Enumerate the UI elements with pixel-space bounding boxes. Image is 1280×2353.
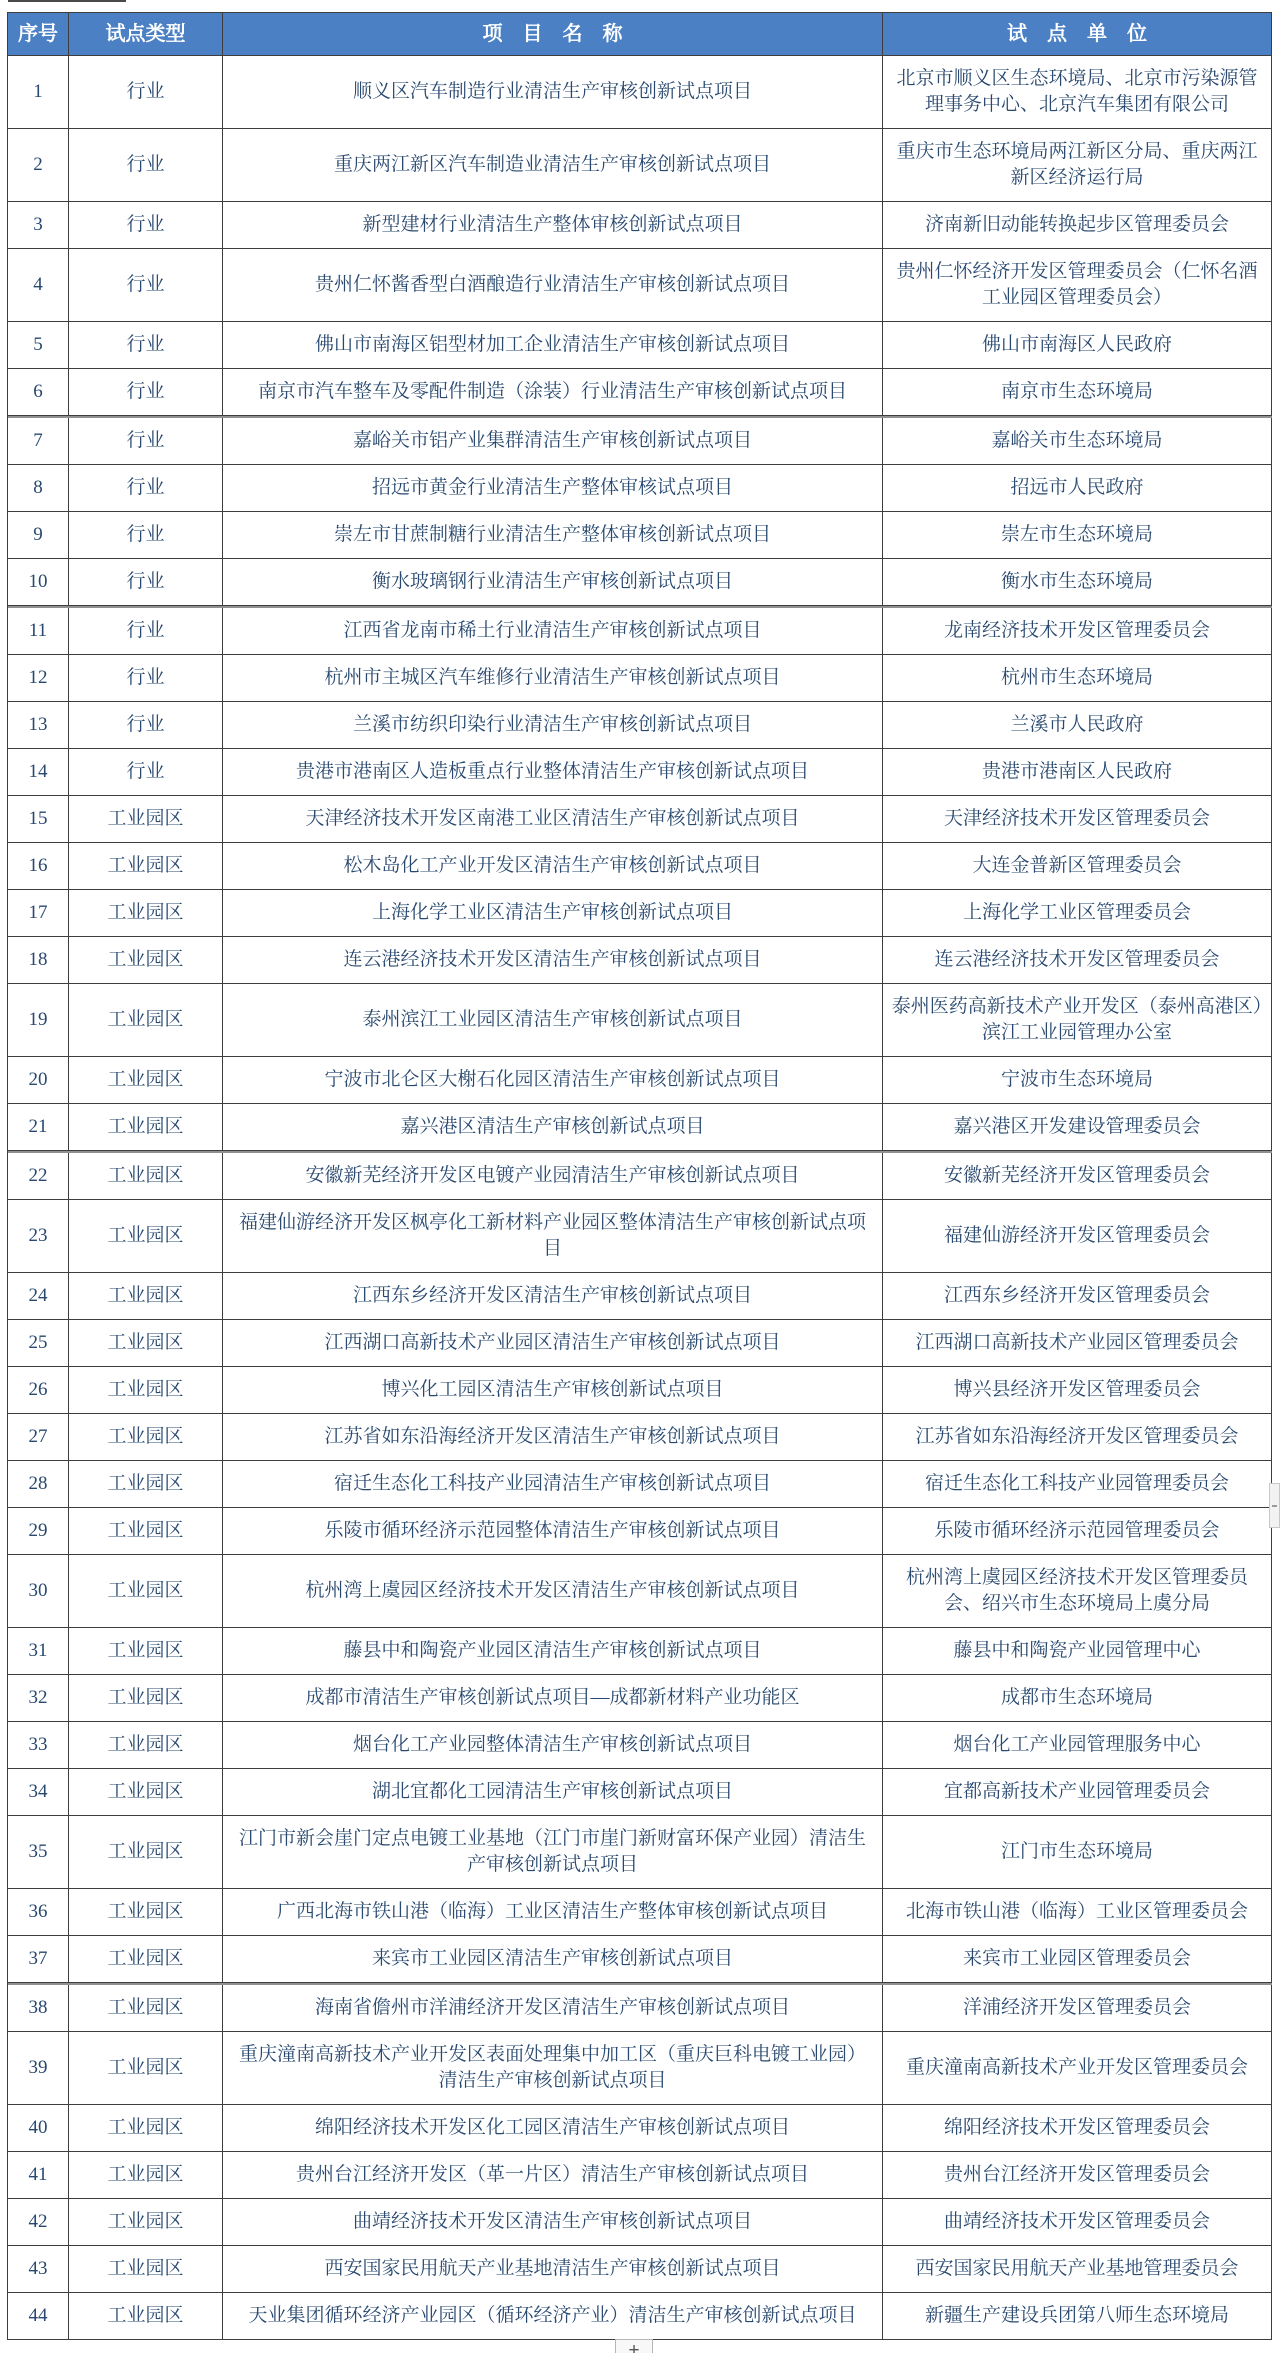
cell-pilot-unit: 江西东乡经济开发区管理委员会 (883, 1273, 1272, 1320)
cell-pilot-type: 行业 (69, 129, 223, 202)
cell-index: 19 (8, 984, 69, 1057)
cell-pilot-unit: 西安国家民用航天产业基地管理委员会 (883, 2246, 1272, 2293)
cell-index: 34 (8, 1769, 69, 1816)
cell-project-name: 烟台化工产业园整体清洁生产审核创新试点项目 (223, 1722, 883, 1769)
cell-project-name: 天业集团循环经济产业园区（循环经济产业）清洁生产审核创新试点项目 (223, 2293, 883, 2340)
table-row (8, 2199, 1272, 2246)
cell-index: 13 (8, 702, 69, 749)
table-row (8, 655, 1272, 702)
cell-index: 35 (8, 1816, 69, 1889)
cell-pilot-type: 行业 (69, 418, 223, 465)
cell-project-name: 西安国家民用航天产业基地清洁生产审核创新试点项目 (223, 2246, 883, 2293)
table-row (8, 1273, 1272, 1320)
cell-pilot-unit: 大连金普新区管理委员会 (883, 843, 1272, 890)
cell-pilot-type: 工业园区 (69, 1153, 223, 1200)
cell-pilot-unit: 重庆潼南高新技术产业开发区管理委员会 (883, 2032, 1272, 2105)
table-row (8, 512, 1272, 559)
cell-pilot-type: 工业园区 (69, 2032, 223, 2105)
cell-index: 24 (8, 1273, 69, 1320)
cell-pilot-type: 工业园区 (69, 1722, 223, 1769)
cell-pilot-unit: 招远市人民政府 (883, 465, 1272, 512)
cell-project-name: 藤县中和陶瓷产业园区清洁生产审核创新试点项目 (223, 1628, 883, 1675)
table-row (8, 1816, 1272, 1889)
cell-project-name: 重庆两江新区汽车制造业清洁生产审核创新试点项目 (223, 129, 883, 202)
table-row (8, 1367, 1272, 1414)
table-row (8, 249, 1272, 322)
cell-index: 4 (8, 249, 69, 322)
table-row (8, 129, 1272, 202)
cell-project-name: 江西东乡经济开发区清洁生产审核创新试点项目 (223, 1273, 883, 1320)
cell-pilot-type: 工业园区 (69, 1273, 223, 1320)
cell-project-name: 贵港市港南区人造板重点行业整体清洁生产审核创新试点项目 (223, 749, 883, 796)
cell-pilot-type: 工业园区 (69, 1628, 223, 1675)
cell-pilot-unit: 天津经济技术开发区管理委员会 (883, 796, 1272, 843)
cell-index: 27 (8, 1414, 69, 1461)
cell-pilot-unit: 曲靖经济技术开发区管理委员会 (883, 2199, 1272, 2246)
header-pilot-unit: 试 点 单 位 (883, 13, 1272, 56)
cell-project-name: 安徽新芜经济开发区电镀产业园清洁生产审核创新试点项目 (223, 1153, 883, 1200)
cell-index: 26 (8, 1367, 69, 1414)
table-row (8, 796, 1272, 843)
cell-project-name: 宁波市北仑区大榭石化园区清洁生产审核创新试点项目 (223, 1057, 883, 1104)
table-row (8, 1555, 1272, 1628)
cell-project-name: 来宾市工业园区清洁生产审核创新试点项目 (223, 1936, 883, 1983)
cell-project-name: 江西省龙南市稀土行业清洁生产审核创新试点项目 (223, 608, 883, 655)
cell-pilot-type: 行业 (69, 702, 223, 749)
table-row (8, 1151, 1272, 1200)
cell-index: 22 (8, 1153, 69, 1200)
cell-pilot-type: 工业园区 (69, 1889, 223, 1936)
table-row (8, 937, 1272, 984)
vertical-scrollbar-thumb[interactable] (1269, 1483, 1280, 1528)
cell-project-name: 顺义区汽车制造行业清洁生产审核创新试点项目 (223, 56, 883, 129)
cell-pilot-type: 工业园区 (69, 1200, 223, 1273)
cell-pilot-unit: 宁波市生态环境局 (883, 1057, 1272, 1104)
cell-index: 44 (8, 2293, 69, 2340)
cell-index: 2 (8, 129, 69, 202)
table-row (8, 1461, 1272, 1508)
table-row (8, 1889, 1272, 1936)
table-row (8, 1936, 1272, 1983)
cell-index: 10 (8, 559, 69, 606)
cell-project-name: 连云港经济技术开发区清洁生产审核创新试点项目 (223, 937, 883, 984)
cell-pilot-type: 工业园区 (69, 2293, 223, 2340)
cell-project-name: 崇左市甘蔗制糖行业清洁生产整体审核创新试点项目 (223, 512, 883, 559)
cell-pilot-unit: 泰州医药高新技术产业开发区（泰州高港区）滨江工业园管理办公室 (883, 984, 1272, 1057)
header-project-name: 项 目 名 称 (223, 13, 883, 56)
cell-index: 32 (8, 1675, 69, 1722)
cell-pilot-unit: 崇左市生态环境局 (883, 512, 1272, 559)
cell-pilot-unit: 连云港经济技术开发区管理委员会 (883, 937, 1272, 984)
cell-index: 28 (8, 1461, 69, 1508)
cell-project-name: 新型建材行业清洁生产整体审核创新试点项目 (223, 202, 883, 249)
cell-index: 30 (8, 1555, 69, 1628)
cell-project-name: 上海化学工业区清洁生产审核创新试点项目 (223, 890, 883, 937)
cell-project-name: 嘉峪关市铝产业集群清洁生产审核创新试点项目 (223, 418, 883, 465)
cell-pilot-type: 工业园区 (69, 1675, 223, 1722)
table-row (8, 1200, 1272, 1273)
cell-index: 33 (8, 1722, 69, 1769)
cell-project-name: 贵州台江经济开发区（革一片区）清洁生产审核创新试点项目 (223, 2152, 883, 2199)
cell-pilot-unit: 江西湖口高新技术产业园区管理委员会 (883, 1320, 1272, 1367)
cell-pilot-type: 工业园区 (69, 1936, 223, 1983)
cell-index: 40 (8, 2105, 69, 2152)
cell-pilot-unit: 宜都高新技术产业园管理委员会 (883, 1769, 1272, 1816)
cell-pilot-type: 行业 (69, 512, 223, 559)
table-row (8, 1769, 1272, 1816)
table-row (8, 1104, 1272, 1151)
cell-project-name: 天津经济技术开发区南港工业区清洁生产审核创新试点项目 (223, 796, 883, 843)
cell-project-name: 兰溪市纺织印染行业清洁生产审核创新试点项目 (223, 702, 883, 749)
cell-pilot-type: 工业园区 (69, 1104, 223, 1151)
cell-pilot-type: 工业园区 (69, 984, 223, 1057)
cell-project-name: 杭州市主城区汽车维修行业清洁生产审核创新试点项目 (223, 655, 883, 702)
table-row (8, 843, 1272, 890)
table-row (8, 2246, 1272, 2293)
cell-pilot-type: 工业园区 (69, 937, 223, 984)
cell-pilot-type: 行业 (69, 749, 223, 796)
cell-project-name: 泰州滨江工业园区清洁生产审核创新试点项目 (223, 984, 883, 1057)
table-row (8, 606, 1272, 655)
cell-project-name: 重庆潼南高新技术产业开发区表面处理集中加工区（重庆巨科电镀工业园）清洁生产审核创新试点项目 (223, 2032, 883, 2105)
cell-pilot-type: 工业园区 (69, 890, 223, 937)
table-row (8, 1628, 1272, 1675)
table-body (8, 56, 1272, 2340)
cell-pilot-type: 工业园区 (69, 1414, 223, 1461)
cell-pilot-type: 工业园区 (69, 2199, 223, 2246)
table-row (8, 416, 1272, 465)
table-row (8, 559, 1272, 606)
cell-project-name: 南京市汽车整车及零配件制造（涂装）行业清洁生产审核创新试点项目 (223, 369, 883, 416)
cell-pilot-unit: 上海化学工业区管理委员会 (883, 890, 1272, 937)
cell-index: 1 (8, 56, 69, 129)
cell-pilot-unit: 贵州仁怀经济开发区管理委员会（仁怀名酒工业园区管理委员会） (883, 249, 1272, 322)
cell-project-name: 成都市清洁生产审核创新试点项目—成都新材料产业功能区 (223, 1675, 883, 1722)
table-row (8, 1722, 1272, 1769)
cell-pilot-unit: 来宾市工业园区管理委员会 (883, 1936, 1272, 1983)
cell-project-name: 广西北海市铁山港（临海）工业区清洁生产整体审核创新试点项目 (223, 1889, 883, 1936)
cell-pilot-unit: 北海市铁山港（临海）工业区管理委员会 (883, 1889, 1272, 1936)
cell-index: 8 (8, 465, 69, 512)
cell-pilot-type: 工业园区 (69, 2246, 223, 2293)
cell-pilot-unit: 重庆市生态环境局两江新区分局、重庆两江新区经济运行局 (883, 129, 1272, 202)
scrollbar-grip-icon (1272, 1505, 1277, 1507)
cell-pilot-unit: 北京市顺义区生态环境局、北京市污染源管理事务中心、北京汽车集团有限公司 (883, 56, 1272, 129)
cell-index: 20 (8, 1057, 69, 1104)
cell-pilot-type: 行业 (69, 202, 223, 249)
cell-index: 29 (8, 1508, 69, 1555)
cell-index: 7 (8, 418, 69, 465)
table-row (8, 56, 1272, 129)
cell-pilot-type: 行业 (69, 465, 223, 512)
cell-pilot-unit: 新疆生产建设兵团第八师生态环境局 (883, 2293, 1272, 2340)
cell-pilot-type: 工业园区 (69, 2152, 223, 2199)
cell-pilot-unit: 宿迁生态化工科技产业园管理委员会 (883, 1461, 1272, 1508)
cell-pilot-unit: 杭州湾上虞园区经济技术开发区管理委员会、绍兴市生态环境局上虞分局 (883, 1555, 1272, 1628)
cell-pilot-type: 工业园区 (69, 1985, 223, 2032)
cropped-toolbar-artifact (8, 0, 126, 2)
cell-pilot-unit: 藤县中和陶瓷产业园管理中心 (883, 1628, 1272, 1675)
cell-index: 9 (8, 512, 69, 559)
cell-index: 41 (8, 2152, 69, 2199)
cell-pilot-unit: 济南新旧动能转换起步区管理委员会 (883, 202, 1272, 249)
cell-pilot-type: 工业园区 (69, 1769, 223, 1816)
cell-project-name: 博兴化工园区清洁生产审核创新试点项目 (223, 1367, 883, 1414)
cell-project-name: 江苏省如东沿海经济开发区清洁生产审核创新试点项目 (223, 1414, 883, 1461)
cell-project-name: 海南省儋州市洋浦经济开发区清洁生产审核创新试点项目 (223, 1985, 883, 2032)
cell-pilot-unit: 绵阳经济技术开发区管理委员会 (883, 2105, 1272, 2152)
cell-index: 5 (8, 322, 69, 369)
cell-pilot-unit: 博兴县经济开发区管理委员会 (883, 1367, 1272, 1414)
cell-pilot-type: 行业 (69, 249, 223, 322)
table-row (8, 984, 1272, 1057)
cell-pilot-unit: 嘉峪关市生态环境局 (883, 418, 1272, 465)
cell-index: 23 (8, 1200, 69, 1273)
table-row (8, 1057, 1272, 1104)
table-row (8, 202, 1272, 249)
table-row (8, 465, 1272, 512)
table-row (8, 369, 1272, 416)
cell-pilot-unit: 贵州台江经济开发区管理委员会 (883, 2152, 1272, 2199)
cell-pilot-unit: 嘉兴港区开发建设管理委员会 (883, 1104, 1272, 1151)
cell-index: 31 (8, 1628, 69, 1675)
cell-project-name: 乐陵市循环经济示范园整体清洁生产审核创新试点项目 (223, 1508, 883, 1555)
table-row (8, 1414, 1272, 1461)
cell-pilot-type: 工业园区 (69, 1555, 223, 1628)
table-row (8, 890, 1272, 937)
cell-pilot-unit: 贵港市港南区人民政府 (883, 749, 1272, 796)
cell-project-name: 江门市新会崖门定点电镀工业基地（江门市崖门新财富环保产业园）清洁生产审核创新试点项目 (223, 1816, 883, 1889)
plus-button[interactable]: + (615, 2339, 653, 2353)
cell-pilot-unit: 洋浦经济开发区管理委员会 (883, 1985, 1272, 2032)
cell-index: 15 (8, 796, 69, 843)
table-row (8, 2105, 1272, 2152)
cell-pilot-type: 工业园区 (69, 1057, 223, 1104)
cell-pilot-unit: 龙南经济技术开发区管理委员会 (883, 608, 1272, 655)
cell-pilot-unit: 佛山市南海区人民政府 (883, 322, 1272, 369)
cell-pilot-unit: 杭州市生态环境局 (883, 655, 1272, 702)
cell-pilot-type: 行业 (69, 559, 223, 606)
cell-pilot-unit: 福建仙游经济开发区管理委员会 (883, 1200, 1272, 1273)
cell-index: 42 (8, 2199, 69, 2246)
cell-project-name: 贵州仁怀酱香型白酒酿造行业清洁生产审核创新试点项目 (223, 249, 883, 322)
cell-pilot-unit: 安徽新芜经济开发区管理委员会 (883, 1153, 1272, 1200)
cell-project-name: 佛山市南海区铝型材加工企业清洁生产审核创新试点项目 (223, 322, 883, 369)
cell-index: 39 (8, 2032, 69, 2105)
cell-project-name: 松木岛化工产业开发区清洁生产审核创新试点项目 (223, 843, 883, 890)
cell-index: 6 (8, 369, 69, 416)
table-row (8, 2032, 1272, 2105)
cell-project-name: 招远市黄金行业清洁生产整体审核试点项目 (223, 465, 883, 512)
cell-index: 14 (8, 749, 69, 796)
cell-project-name: 湖北宜都化工园清洁生产审核创新试点项目 (223, 1769, 883, 1816)
cell-pilot-type: 工业园区 (69, 1816, 223, 1889)
table-row (8, 749, 1272, 796)
cell-index: 3 (8, 202, 69, 249)
pilot-project-table (7, 12, 1272, 2340)
cell-index: 11 (8, 608, 69, 655)
cell-index: 16 (8, 843, 69, 890)
cell-pilot-unit: 烟台化工产业园管理服务中心 (883, 1722, 1272, 1769)
cell-index: 18 (8, 937, 69, 984)
table-row (8, 1675, 1272, 1722)
header-pilot-type: 试点类型 (69, 13, 223, 56)
cell-index: 17 (8, 890, 69, 937)
cell-pilot-type: 工业园区 (69, 1508, 223, 1555)
cell-pilot-unit: 江苏省如东沿海经济开发区管理委员会 (883, 1414, 1272, 1461)
cell-index: 21 (8, 1104, 69, 1151)
header-index: 序号 (8, 13, 69, 56)
cell-pilot-unit: 衡水市生态环境局 (883, 559, 1272, 606)
cell-pilot-type: 行业 (69, 369, 223, 416)
cell-pilot-type: 行业 (69, 56, 223, 129)
table-row (8, 1320, 1272, 1367)
cell-pilot-type: 工业园区 (69, 843, 223, 890)
cell-project-name: 杭州湾上虞园区经济技术开发区清洁生产审核创新试点项目 (223, 1555, 883, 1628)
table-header-row (8, 13, 1272, 56)
cell-pilot-unit: 乐陵市循环经济示范园管理委员会 (883, 1508, 1272, 1555)
cell-project-name: 衡水玻璃钢行业清洁生产审核创新试点项目 (223, 559, 883, 606)
cell-project-name: 嘉兴港区清洁生产审核创新试点项目 (223, 1104, 883, 1151)
cell-project-name: 江西湖口高新技术产业园区清洁生产审核创新试点项目 (223, 1320, 883, 1367)
cell-index: 12 (8, 655, 69, 702)
cell-index: 43 (8, 2246, 69, 2293)
cell-pilot-unit: 成都市生态环境局 (883, 1675, 1272, 1722)
cell-pilot-unit: 南京市生态环境局 (883, 369, 1272, 416)
table-row (8, 1983, 1272, 2032)
cell-project-name: 曲靖经济技术开发区清洁生产审核创新试点项目 (223, 2199, 883, 2246)
cell-pilot-type: 行业 (69, 322, 223, 369)
cell-pilot-unit: 兰溪市人民政府 (883, 702, 1272, 749)
cell-index: 38 (8, 1985, 69, 2032)
cell-index: 25 (8, 1320, 69, 1367)
cell-pilot-type: 工业园区 (69, 2105, 223, 2152)
cell-pilot-type: 工业园区 (69, 1320, 223, 1367)
cell-index: 36 (8, 1889, 69, 1936)
table-row (8, 1508, 1272, 1555)
table-row (8, 2293, 1272, 2340)
cell-project-name: 宿迁生态化工科技产业园清洁生产审核创新试点项目 (223, 1461, 883, 1508)
cell-pilot-unit: 江门市生态环境局 (883, 1816, 1272, 1889)
table-row (8, 702, 1272, 749)
cell-pilot-type: 行业 (69, 655, 223, 702)
cell-pilot-type: 工业园区 (69, 796, 223, 843)
cell-project-name: 福建仙游经济开发区枫亭化工新材料产业园区整体清洁生产审核创新试点项目 (223, 1200, 883, 1273)
cell-pilot-type: 工业园区 (69, 1367, 223, 1414)
cell-project-name: 绵阳经济技术开发区化工园区清洁生产审核创新试点项目 (223, 2105, 883, 2152)
cell-pilot-type: 行业 (69, 608, 223, 655)
cell-pilot-type: 工业园区 (69, 1461, 223, 1508)
cell-index: 37 (8, 1936, 69, 1983)
table-row (8, 2152, 1272, 2199)
table-row (8, 322, 1272, 369)
